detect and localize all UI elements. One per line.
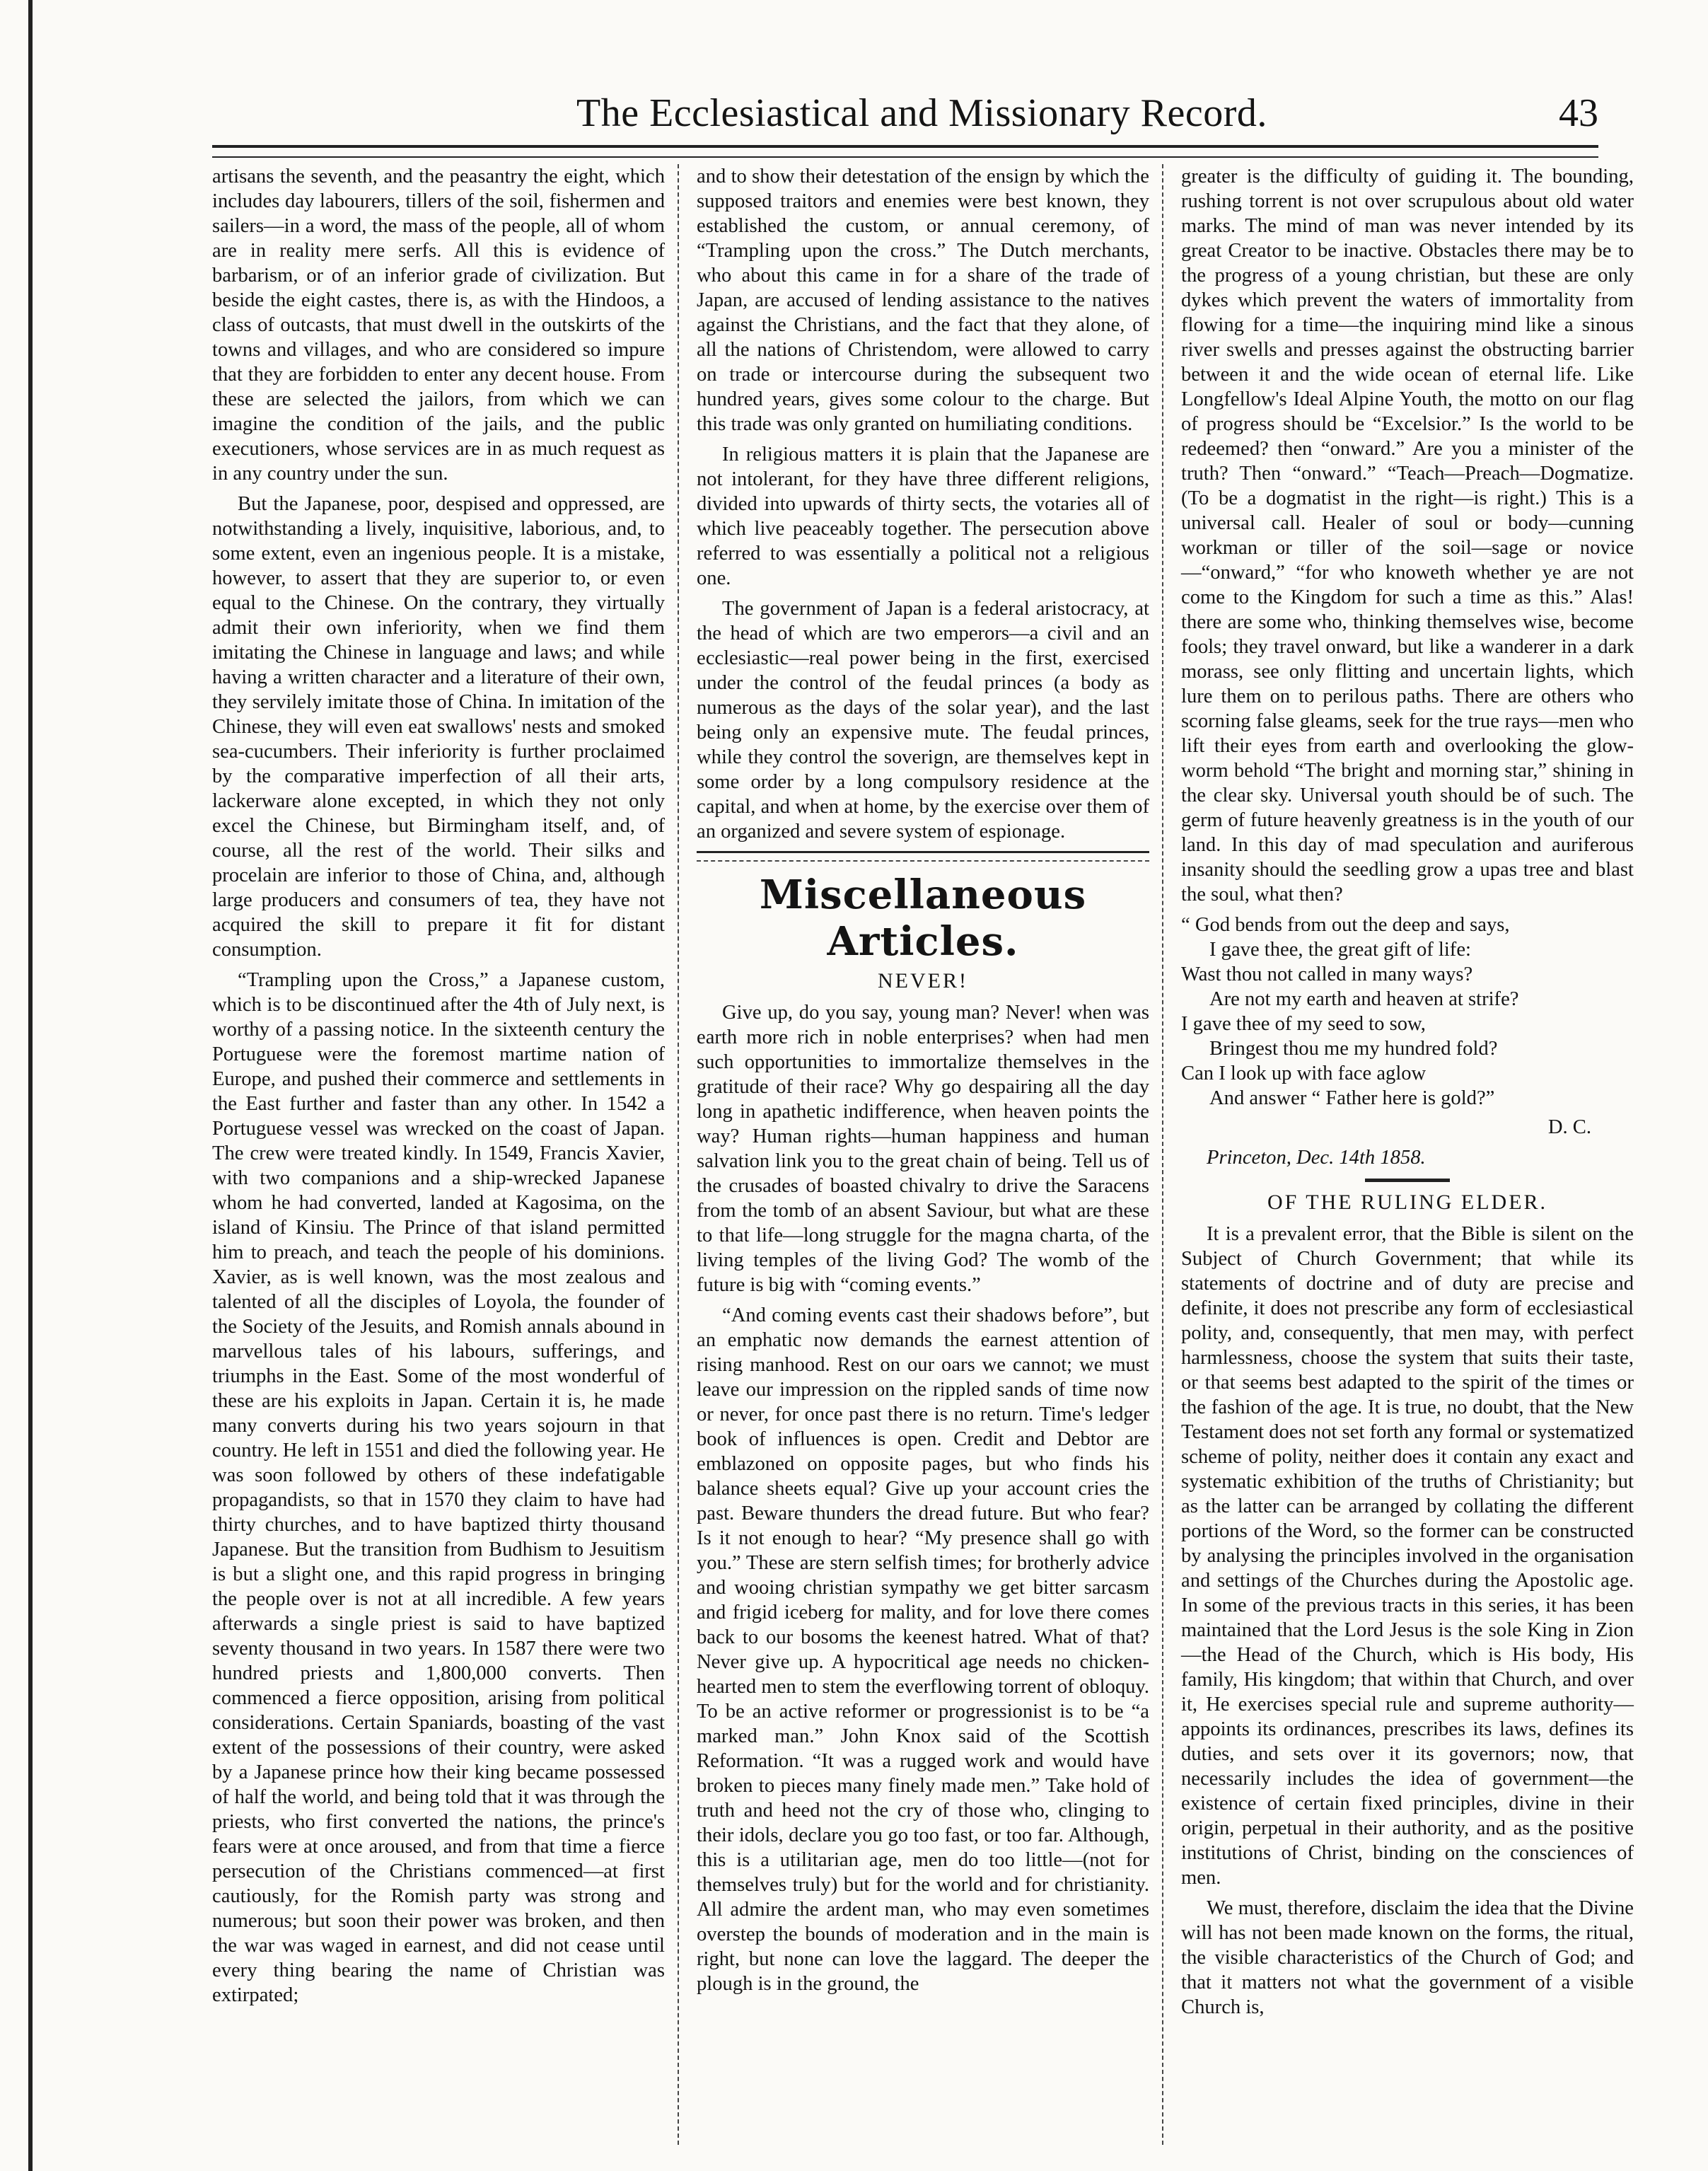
poem: [1181, 913, 1634, 1111]
column-separator: [678, 164, 679, 2145]
poem-line: Bringest thou me my hundred fold?: [1209, 1038, 1498, 1060]
paragraph: “And coming events cast their shadows before”, but an emphatic now demands the earnest attention of rising manhood. Rest on our oars we cannot; we must leave our impression on the rippled sands of time now or never, for once past there is no return. Time's ledger book of influences is open. Credit and Debtor are emblazoned on opposite pages, but who finds his balance sheets equal? Give up your account cries the past. Beware thunders the dread future. But who fear? Is it not enough to hear? “My presence shall go with you.” These are stern selfish times; for brotherly advice and wooing christian sympathy we get bitter sarcasm and frigid iceberg for mality, and for love there comes back to our bosoms the keenest hatred. What of that? Never give up. A hypocritical age needs no chicken-hearted men to stem the everflowing torrent of obloquy. To be an active reformer or progressionist is to be “a marked man.” John Knox said of the Scottish Reformation. “It was a rugged work and would have broken to pieces many finely made men.” Take hold of truth and heed not the cry of those who, clinging to their idols, declare you go too fast, or too far. Although, this is a utilitarian age, men do too little—(not for themselves truly) but for the world and for christianity. All admire the ardent man, who may even sometimes overstep the bounds of moderation and in the main is right, but none can love the laggard. The deeper the plough is in the ground, the: [697, 1304, 1149, 1995]
paragraph: greater is the difficulty of guiding it. The bounding, rushing torrent is not over scrupulous about old water marks. The mind of man was never intended by its great Creator to be inactive. Obstacles there may be to the progress of a young christian, but these are only dykes which prevent the waters of immortality from flowing for a time—the inquiring mind like a sinous river swells and presses against the obstructing barrier between it and the wide ocean of eternal life. Like Longfellow's Ideal Alpine Youth, the motto on our flag of progress should be “Excelsior.” Is the world to be redeemed? then “onward.” Are you a minister of the truth? Then “onward.” “Teach—Preach—Dogmatize. (To be a dogmatist in the right—is right.) This is a universal call. Healer of soul or body—cunning workman or tiller of the soil—sage or novice—“onward,” “for who knoweth whether ye are not come to the Kingdom for such a time as this.” Alas! there are some who, thinking themselves wise, become fools; they travel onward, but like a wanderer in a dark morass, see only flitting and uncertain lights, which lure them on to perilous paths. There are others who scorning false gleams, seek for the true rays—men who lift their eyes from earth and overlooking the glow-worm behold “The bright and morning star,” shining in the clear sky. Universal youth should be of such. The germ of future heavenly greatness is in the youth of our land. In this day of mad speculation and auriferous insanity should the seedling grow a upas tree and blast the soul, what then?: [1181, 166, 1634, 905]
paragraph: It is a prevalent error, that the Bible is silent on the Subject of Church Government; that while its statements of doctrine and of duty are precise and definite, it does not prescribe any form of ecclesiastical polity, and, consequently, that men may, with perfect harmlessness, choose the system that suits their taste, or that seems best adapted to the spirit of the times or the fashion of the age. It is true, no doubt, that the New Testament does not set forth any formal or systematized scheme of polity, neither does it contain any exact and systematic exhibition of the truths of Christianity; but as the latter can be arranged by collating the different portions of the Word, so the former can be constructed by analysing the principles involved in the organisation and settings of the Churches during the Apostolic age. In some of the previous tracts in this series, it has been maintained that the Lord Jesus is the sole King in Zion—the Head of the Church, which is His body, His family, His kingdom; that within that Church, and over it, He exercises special rule and supreme authority—appoints its ordinances, prescribes its laws, defines its duties, and sets over it its governors; now, that necessarily includes the idea of government—the existence of certain fixed principles, divine in their origin, perpetual in their authority, and as the positive institutions of Christ, binding on the consciences of men.: [1181, 1223, 1634, 1889]
page-edge-bar: [28, 0, 33, 2171]
column-separator: [1162, 164, 1163, 2145]
paragraph: The government of Japan is a federal aristocracy, at the head of which are two emperors—a civil and an ecclesiastic—real power being in the first, exercised under the control of the feudal princes (a body as numerous as the days of the solar year), and the last being only an expensive mute. The feudal princes, while they control the soverign, are themselves kept in some order by a long compulsory residence at the capital, and when at home, by the exercise over them of an organized and severe system of espionage.: [697, 598, 1149, 843]
dateline: Princeton, Dec. 14th 1858.: [1207, 1147, 1426, 1169]
poem-line: Wast thou not called in many ways?: [1181, 963, 1473, 985]
paragraph: But the Japanese, poor, despised and oppressed, are notwithstanding a lively, inquisitive, laborious, and, to some extent, even an ingenious people. It is a mistake, however, to assert that they are superior to, or even equal to the Chinese. On the contrary, they virtually admit their own inferiority, when we find them imitating the Chinese in language and laws; and while having a written character and a literature of their own, they servilely imitate those of China. In imitation of the Chinese, they will even eat swallows' nests and smoked sea-cucumbers. Their inferiority is further proclaimed by the comparative imperfection of all their arts, lackerware alone excepted, in which they not only excel the Chinese, but Birmingham itself, and, of course, all the rest of the world. Their silks and procelain are inferior to those of China, and, although large producers and consumers of tea, they have not acquired the skill to prepare it fit for distant consumption.: [212, 493, 665, 961]
paragraph: In religious matters it is plain that the Japanese are not intolerant, for they have three different religions, divided into upwards of thirty sects, the votaries all of which live peaceably together. The persecution above referred to was essentially a political not a religious one.: [697, 444, 1149, 589]
page-number: 43: [1559, 91, 1598, 135]
poem-line: Are not my earth and heaven at strife?: [1209, 988, 1519, 1010]
paragraph: artisans the seventh, and the peasantry the eight, which includes day labourers, tillers of the soil, fishermen and sailers—in a word, the mass of the people, all of whom are in reality mere serfs. All this is evidence of barbarism, or of an inferior grade of civilization. But beside the eight castes, there is, as with the Hindoos, a class of outcasts, that must dwell in the outskirts of the towns and villages, and who are considered so impure that they are forbidden to enter any decent house. From these are selected the jailors, from which we can imagine the condition of the jails, and the public executioners, whose services are in as much request as in any country under the sun.: [212, 166, 665, 485]
paragraph: We must, therefore, disclaim the idea that the Divine will has not been made known on the forms, the ritual, the visible characteristics of the Church of God; and that it matters not what the government of a visible Church is,: [1181, 1897, 1634, 2018]
header-rule: [212, 145, 1598, 158]
paragraph: and to show their detestation of the ensign by which the supposed traitors and enemies were best known, they established the custom, or annual ceremony, of “Trampling upon the cross.” The Dutch merchants, who about this came in for a share of the trade of Japan, are accused of lending assistance to the natives against the Christians, and the fact that they alone, of all the nations of Christendom, were allowed to carry on trade or intercourse during the subsequent two hundred years, gives some colour to the charge. But this trade was only granted on humiliating conditions.: [697, 166, 1149, 435]
poem-line: I gave thee of my seed to sow,: [1181, 1013, 1426, 1035]
poem-signature: D. C.: [1547, 1116, 1591, 1138]
column-1: [212, 164, 665, 2013]
journal-title: The Ecclesiastical and Missionary Record.: [576, 91, 1267, 135]
section-ornament-rule: [697, 851, 1149, 862]
article-heading: NEVER!: [878, 969, 968, 992]
poem-line: And answer “ Father here is gold?”: [1209, 1087, 1495, 1109]
paragraph: “Trampling upon the Cross,” a Japanese custom, which is to be discontinued after the 4th of July next, is worthy of a passing notice. In the sixteenth century the Portuguese were the foremost martime nation of Europe, and pushed their commerce and settlements in the East further and faster than any other. In 1542 a Portuguese vessel was wrecked on the coast of Japan. The crew were treated kindly. In 1549, Francis Xavier, with two companions and a ship-wrecked Japanese whom he had converted, landed at Kagosima, on the island of Kinsiu. The Prince of that island permitted him to preach, and teach the people of his dominions. Xavier, as is well known, was the most zealous and talented of all the disciples of Loyola, the founder of the Society of the Jesuits, and Romish annals abound in marvellous tales of his labours, sufferings, and triumphs in the East. Some of the most wonderful of these are his exploits in Japan. Certain it is, he made many converts during his two years sojourn in that country. He left in 1551 and died the following year. He was soon followed by others of these indefatigable propagandists, so that in 1570 they claim to have had thirty churches, and to have baptized thirty thousand Japanese. But the transition from Budhism to Jesuitism is but a slight one, and this rapid progress in bringing the people over is not at all incredible. A few years afterwards a single priest is said to have baptized seventy thousand in two years. In 1587 there were two hundred priests and 1,800,000 converts. Then commenced a fierce opposition, arising from political considerations. Certain Spaniards, boasting of the vast extent of the possessions of their country, were asked by a Japanese prince how their king became possessed of half the world, and being told that it was through the priests, who first converted the nations, the prince's fears were at once aroused, and from that time a fierce persecution of the Christians commenced—at first cautiously, for the Romish party was strong and numerous; but soon their power was broken, and then the war was waged in earnest, and did not cease until every thing bearing the name of Christian was extirpated;: [212, 969, 665, 2006]
article-heading: OF THE RULING ELDER.: [1267, 1191, 1548, 1214]
poem-line: “ God bends from out the deep and says,: [1181, 914, 1510, 936]
poem-line: I gave thee, the great gift of life:: [1209, 939, 1471, 961]
column-2: [697, 164, 1149, 2002]
paragraph: Give up, do you say, young man? Never! when was earth more rich in noble enterprises? when had men such opportunities to immortalize themselves in the gratitude of their race? Why go despairing all the day long in apathetic indifference, when heaven points the way? Human rights—human happiness and human salvation link you to the great chain of being. Tell us of the crusades of boasted chivalry to drive the Saracens from the tomb of an absent Saviour, but what are these to that life—long struggle for the magna charta, of the living temples of the living God? The womb of the future is big with “coming events.”: [697, 1002, 1149, 1296]
running-header: [212, 91, 1598, 133]
article-divider: [1365, 1179, 1450, 1182]
column-3: [1181, 164, 1634, 2025]
section-heading: Miscellaneous Articles.: [759, 872, 1087, 965]
poem-line: Can I look up with face aglow: [1181, 1063, 1427, 1084]
